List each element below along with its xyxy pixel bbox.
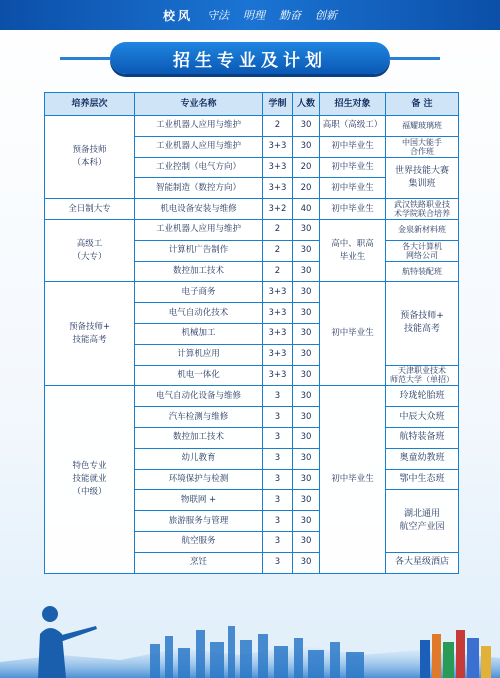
count-cell: 30 <box>293 303 320 324</box>
table-header-row <box>45 93 459 116</box>
major-cell: 计算机应用 <box>135 344 263 365</box>
note-cell: 各大星级酒店 <box>386 552 459 573</box>
major-cell: 航空服务 <box>135 531 263 552</box>
level-text: 高级工 <box>76 238 103 249</box>
table-row <box>45 116 459 137</box>
years-cell: 3 <box>263 448 293 469</box>
note-text: 预备技师+ <box>400 311 444 322</box>
note-cell <box>386 136 459 157</box>
header-note: 备 注 <box>386 93 459 116</box>
note-text: 中国大能手 <box>402 137 442 147</box>
major-cell: 计算机广告制作 <box>135 240 263 261</box>
years-cell: 2 <box>263 261 293 282</box>
count-cell: 30 <box>293 261 320 282</box>
count-cell: 30 <box>293 469 320 490</box>
count-cell: 40 <box>293 199 320 220</box>
note-cell <box>386 240 459 261</box>
years-cell: 3 <box>263 427 293 448</box>
years-cell: 3+3 <box>263 344 293 365</box>
level-text: 技能就业 <box>72 473 107 484</box>
note-cell: 中辰大众班 <box>386 407 459 428</box>
level-text: 预备技师+ <box>68 321 111 332</box>
count-cell: 30 <box>293 282 320 303</box>
title-decor-right <box>390 57 440 60</box>
level-cell <box>45 219 135 281</box>
note-cell <box>386 199 459 220</box>
target-cell: 初中毕业生 <box>320 386 386 573</box>
level-text: 技能高考 <box>72 334 107 345</box>
major-cell: 工业机器人应用与维护 <box>135 136 263 157</box>
count-cell: 30 <box>293 427 320 448</box>
motto-item: 守法 <box>207 9 229 22</box>
header-target: 招生对象 <box>320 93 386 116</box>
note-cell <box>386 490 459 552</box>
note-cell: 鄂中生态班 <box>386 469 459 490</box>
note-cell <box>386 365 459 386</box>
count-cell: 30 <box>293 240 320 261</box>
count-cell: 30 <box>293 407 320 428</box>
major-cell: 旅游服务与管理 <box>135 511 263 532</box>
level-cell <box>45 282 135 386</box>
major-cell: 智能制造（数控方向） <box>135 178 263 199</box>
target-text: 高中、职高 <box>331 238 374 249</box>
major-cell: 幼儿教育 <box>135 448 263 469</box>
count-cell: 30 <box>293 448 320 469</box>
table-row <box>45 199 459 220</box>
major-cell: 工业控制（电气方向） <box>135 157 263 178</box>
years-cell: 3+3 <box>263 365 293 386</box>
note-text: 航空产业园 <box>399 522 445 533</box>
title-decor-left <box>60 57 110 60</box>
years-cell: 2 <box>263 240 293 261</box>
major-cell: 电气自动化技术 <box>135 303 263 324</box>
years-cell: 3+3 <box>263 303 293 324</box>
note-text: 天津职业技术 <box>398 366 446 376</box>
major-cell: 物联网 + <box>135 490 263 511</box>
count-cell: 30 <box>293 344 320 365</box>
target-cell <box>320 219 386 281</box>
count-cell: 20 <box>293 178 320 199</box>
target-cell: 初中毕业生 <box>320 178 386 199</box>
city-skyline-illustration <box>0 600 500 678</box>
count-cell: 30 <box>293 136 320 157</box>
note-cell: 航特装配班 <box>386 261 459 282</box>
major-cell: 机械加工 <box>135 323 263 344</box>
note-text: 武汉铁路职业技 <box>394 200 450 210</box>
table-row <box>45 386 459 407</box>
count-cell: 30 <box>293 365 320 386</box>
major-cell: 电气自动化设备与维修 <box>135 386 263 407</box>
count-cell: 30 <box>293 490 320 511</box>
target-cell: 初中毕业生 <box>320 282 386 386</box>
motto-item: 明理 <box>243 9 265 22</box>
major-cell: 电子商务 <box>135 282 263 303</box>
major-cell: 机电一体化 <box>135 365 263 386</box>
enrollment-table <box>44 92 459 574</box>
note-text: 网络公司 <box>406 250 438 260</box>
target-cell: 初中毕业生 <box>320 157 386 178</box>
years-cell: 3+3 <box>263 157 293 178</box>
note-text: 各大计算机 <box>402 241 442 251</box>
years-cell: 3 <box>263 407 293 428</box>
page-title: 招生专业及计划 <box>110 42 390 74</box>
school-motto <box>0 0 500 30</box>
level-cell <box>45 116 135 199</box>
note-cell: 航特装备班 <box>386 427 459 448</box>
motto-item: 创新 <box>315 9 337 22</box>
count-cell: 30 <box>293 511 320 532</box>
years-cell: 2 <box>263 116 293 137</box>
major-cell: 数控加工技术 <box>135 261 263 282</box>
major-cell: 工业机器人应用与维护 <box>135 219 263 240</box>
years-cell: 3+3 <box>263 136 293 157</box>
count-cell: 30 <box>293 552 320 573</box>
years-cell: 3+3 <box>263 282 293 303</box>
note-text: 世界技能大赛 <box>394 165 449 176</box>
note-text: 湖北通用 <box>403 509 440 520</box>
note-text: 师范大学（单招） <box>390 375 454 385</box>
years-cell: 3 <box>263 490 293 511</box>
motto-lead: 校风 <box>162 8 193 23</box>
years-cell: 3 <box>263 469 293 490</box>
count-cell: 30 <box>293 531 320 552</box>
note-cell: 玲珑轮胎班 <box>386 386 459 407</box>
table-row <box>45 282 459 303</box>
table-row <box>45 219 459 240</box>
years-cell: 3+3 <box>263 323 293 344</box>
level-cell <box>45 386 135 573</box>
years-cell: 3 <box>263 552 293 573</box>
count-cell: 30 <box>293 323 320 344</box>
years-cell: 3 <box>263 531 293 552</box>
header-major: 专业名称 <box>135 93 263 116</box>
years-cell: 3+3 <box>263 178 293 199</box>
count-cell: 30 <box>293 116 320 137</box>
major-cell: 数控加工技术 <box>135 427 263 448</box>
count-cell: 30 <box>293 219 320 240</box>
level-text: （中级） <box>72 486 107 497</box>
target-cell: 高职（高级工） <box>320 116 386 137</box>
years-cell: 3 <box>263 386 293 407</box>
note-cell <box>386 157 459 199</box>
target-cell: 初中毕业生 <box>320 136 386 157</box>
header-count: 人数 <box>293 93 320 116</box>
note-text: 集训班 <box>408 178 436 189</box>
note-text: 技能高考 <box>403 324 440 335</box>
count-cell: 20 <box>293 157 320 178</box>
major-cell: 汽车检测与维修 <box>135 407 263 428</box>
note-cell: 奥童幼教班 <box>386 448 459 469</box>
major-cell: 机电设备安装与维修 <box>135 199 263 220</box>
level-text: 特色专业 <box>72 460 107 471</box>
major-cell: 工业机器人应用与维护 <box>135 116 263 137</box>
level-text: （大专） <box>72 251 107 262</box>
note-cell <box>386 282 459 365</box>
level-text: 预备技师 <box>72 145 107 156</box>
target-text: 毕业生 <box>339 251 366 262</box>
note-text: 术学院联合培养 <box>394 209 450 219</box>
years-cell: 3+2 <box>263 199 293 220</box>
major-cell: 烹饪 <box>135 552 263 573</box>
years-cell: 2 <box>263 219 293 240</box>
years-cell: 3 <box>263 511 293 532</box>
header-level: 培养层次 <box>45 93 135 116</box>
target-cell: 初中毕业生 <box>320 199 386 220</box>
note-cell: 金泉新材料班 <box>386 219 459 240</box>
note-text: 合作班 <box>410 146 434 156</box>
major-cell: 环境保护与检测 <box>135 469 263 490</box>
note-cell: 福耀玻璃班 <box>386 116 459 137</box>
level-text: （本科） <box>72 158 107 169</box>
count-cell: 30 <box>293 386 320 407</box>
level-cell: 全日制大专 <box>45 199 135 220</box>
header-years: 学制 <box>263 93 293 116</box>
motto-item: 勤奋 <box>279 9 301 22</box>
